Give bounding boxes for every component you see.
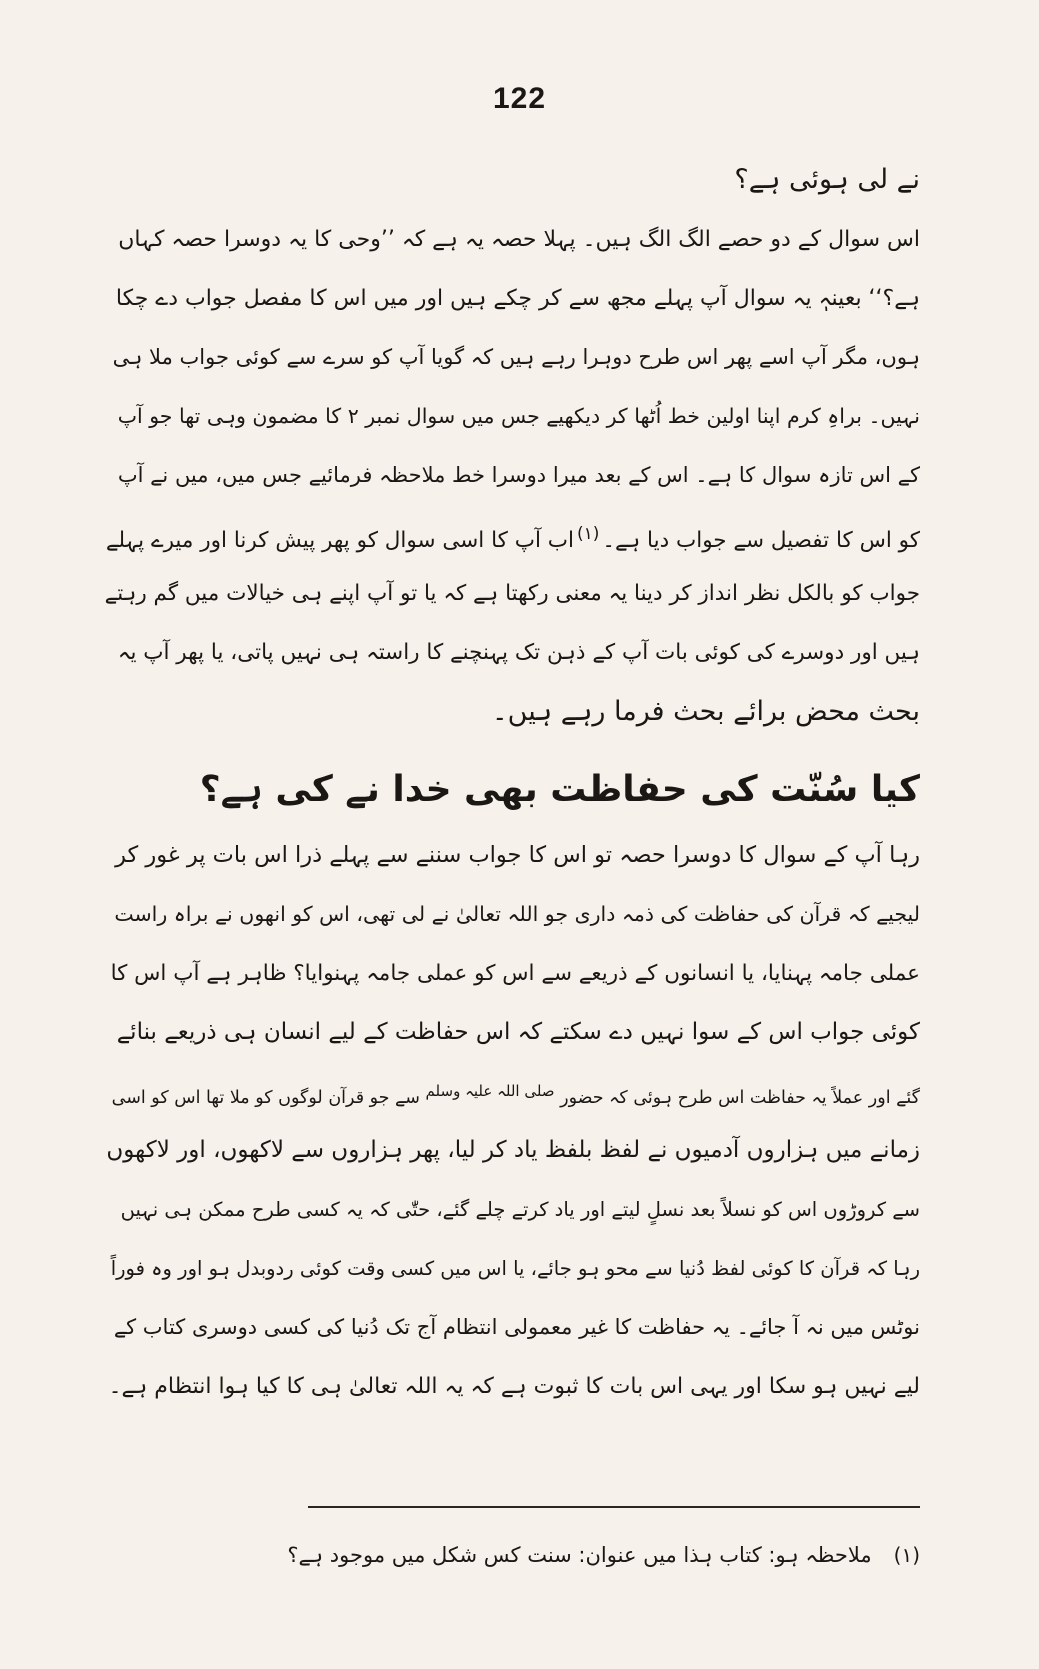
text-line: زمانے میں ہزاروں آدمیوں نے لفظ بلفظ یاد کر لیا، پھر ہزاروں سے لاکھوں، اور لاکھوں	[106, 1137, 920, 1163]
text-line: عملی جامہ پہنایا، یا انسانوں کے ذریعے سے اس کو عملی جامہ پہنوایا؟ ظاہر ہے آپ اس کا	[110, 961, 920, 986]
paragraph-2	[102, 826, 920, 1416]
text-line: لیے نہیں ہو سکا اور یہی اس بات کا ثبوت ہے کہ یہ اللہ تعالیٰ ہی کا کیا ہوا انتظام ہے۔	[108, 1374, 920, 1399]
text-line: ہوں، مگر آپ اسے پھر اس طرح دوہرا رہے ہیں کہ گویا آپ کو سرے سے کوئی جواب ملا ہی	[112, 345, 920, 369]
footnote	[102, 1535, 920, 1575]
text-line: رہا آپ کے سوال کا دوسرا حصہ تو اس کا جواب سننے سے پہلے ذرا اس بات پر غور کر	[115, 842, 920, 868]
footnote-text: ملاحظہ ہو: کتاب ہذا میں عنوان: سنت کس شکل میں موجود ہے؟	[287, 1543, 872, 1567]
text-line-with-honorific	[102, 1062, 920, 1121]
section-heading: کیا سُنّت کی حفاظت بھی خدا نے کی ہے؟	[199, 769, 920, 810]
page-number: 122	[492, 82, 547, 115]
honorific-ligature: صلی اللہ علیہ وسلم	[425, 1082, 555, 1100]
paragraph-1	[102, 210, 920, 741]
text-line: ہے؟‘‘ بعینہٖ یہ سوال آپ پہلے مجھ سے کر چکے ہیں اور میں اس کا مفصل جواب دے چکا	[115, 286, 920, 311]
text-segment: کو اس کا تفصیل سے جواب دیا ہے۔	[602, 528, 920, 554]
text-line: رہا کہ قرآن کا کوئی لفظ دُنیا سے محو ہو جائے، یا اس میں کسی وقت کوئی ردوبدل ہو اور وہ فوراً	[110, 1257, 920, 1280]
text-line: نہیں۔ براہِ کرم اپنا اولین خط اُٹھا کر دیکھیے جس میں سوال نمبر ۲ کا مضمون وہی تھا جو آپ	[117, 404, 920, 428]
text-line: نوٹس میں نہ آ جائے۔ یہ حفاظت کا غیر معمولی انتظام آج تک دُنیا کی کسی دوسری کتاب کے	[113, 1315, 920, 1339]
continuation-line	[102, 150, 920, 209]
text-line-with-reference	[102, 505, 920, 564]
text-segment: اب آپ کا اسی سوال کو پھر پیش کرنا اور میرے پہلے	[105, 528, 574, 554]
text-segment: گئے اور عملاً یہ حفاظت اس طرح ہوئی کہ حضور	[560, 1087, 920, 1108]
text-line: بحث محض برائے بحث فرما رہے ہیں۔	[491, 696, 920, 727]
text-line: ہیں اور دوسرے کی کوئی بات آپ کے ذہن تک پہنچنے کا راستہ ہی نہیں پاتی، یا پھر آپ یہ	[117, 640, 920, 665]
text-segment: سے جو قرآن لوگوں کو ملا تھا اس کو اسی	[111, 1087, 420, 1108]
text-line: لیجیے کہ قرآن کی حفاظت کی ذمہ داری جو اللہ تعالیٰ نے لی تھی، اس کو انھوں نے براہ راست	[114, 902, 920, 926]
text-line: کے اس تازہ سوال کا ہے۔ اس کے بعد میرا دوسرا خط ملاحظہ فرمائیے جس میں، میں نے آپ	[117, 463, 920, 487]
text-line: اس سوال کے دو حصے الگ الگ ہیں۔ پہلا حصہ یہ ہے کہ ’’وحی کا یہ دوسرا حصہ کہاں	[118, 227, 920, 252]
text-line: کوئی جواب اس کے سوا نہیں دے سکتے کہ اس حفاظت کے لیے انسان ہی ذریعے بنائے	[116, 1019, 920, 1045]
footnote-marker: (۱)	[893, 1543, 920, 1567]
text-line: جواب کو بالکل نظر انداز کر دینا یہ معنی رکھتا ہے کہ یا تو آپ اپنے ہی خیالات میں گم رہتے	[104, 581, 920, 606]
text-line: سے کروڑوں اس کو نسلاً بعد نسلٍ لیتے اور یاد کرتے چلے گئے، حتّٰی کہ یہ کسی طرح ممکن ہی نہیں	[120, 1198, 920, 1221]
text-line: نے لی ہوئی ہے؟	[734, 164, 920, 195]
footnote-divider	[308, 1506, 920, 1508]
footnote-reference: (۱)	[576, 524, 600, 544]
